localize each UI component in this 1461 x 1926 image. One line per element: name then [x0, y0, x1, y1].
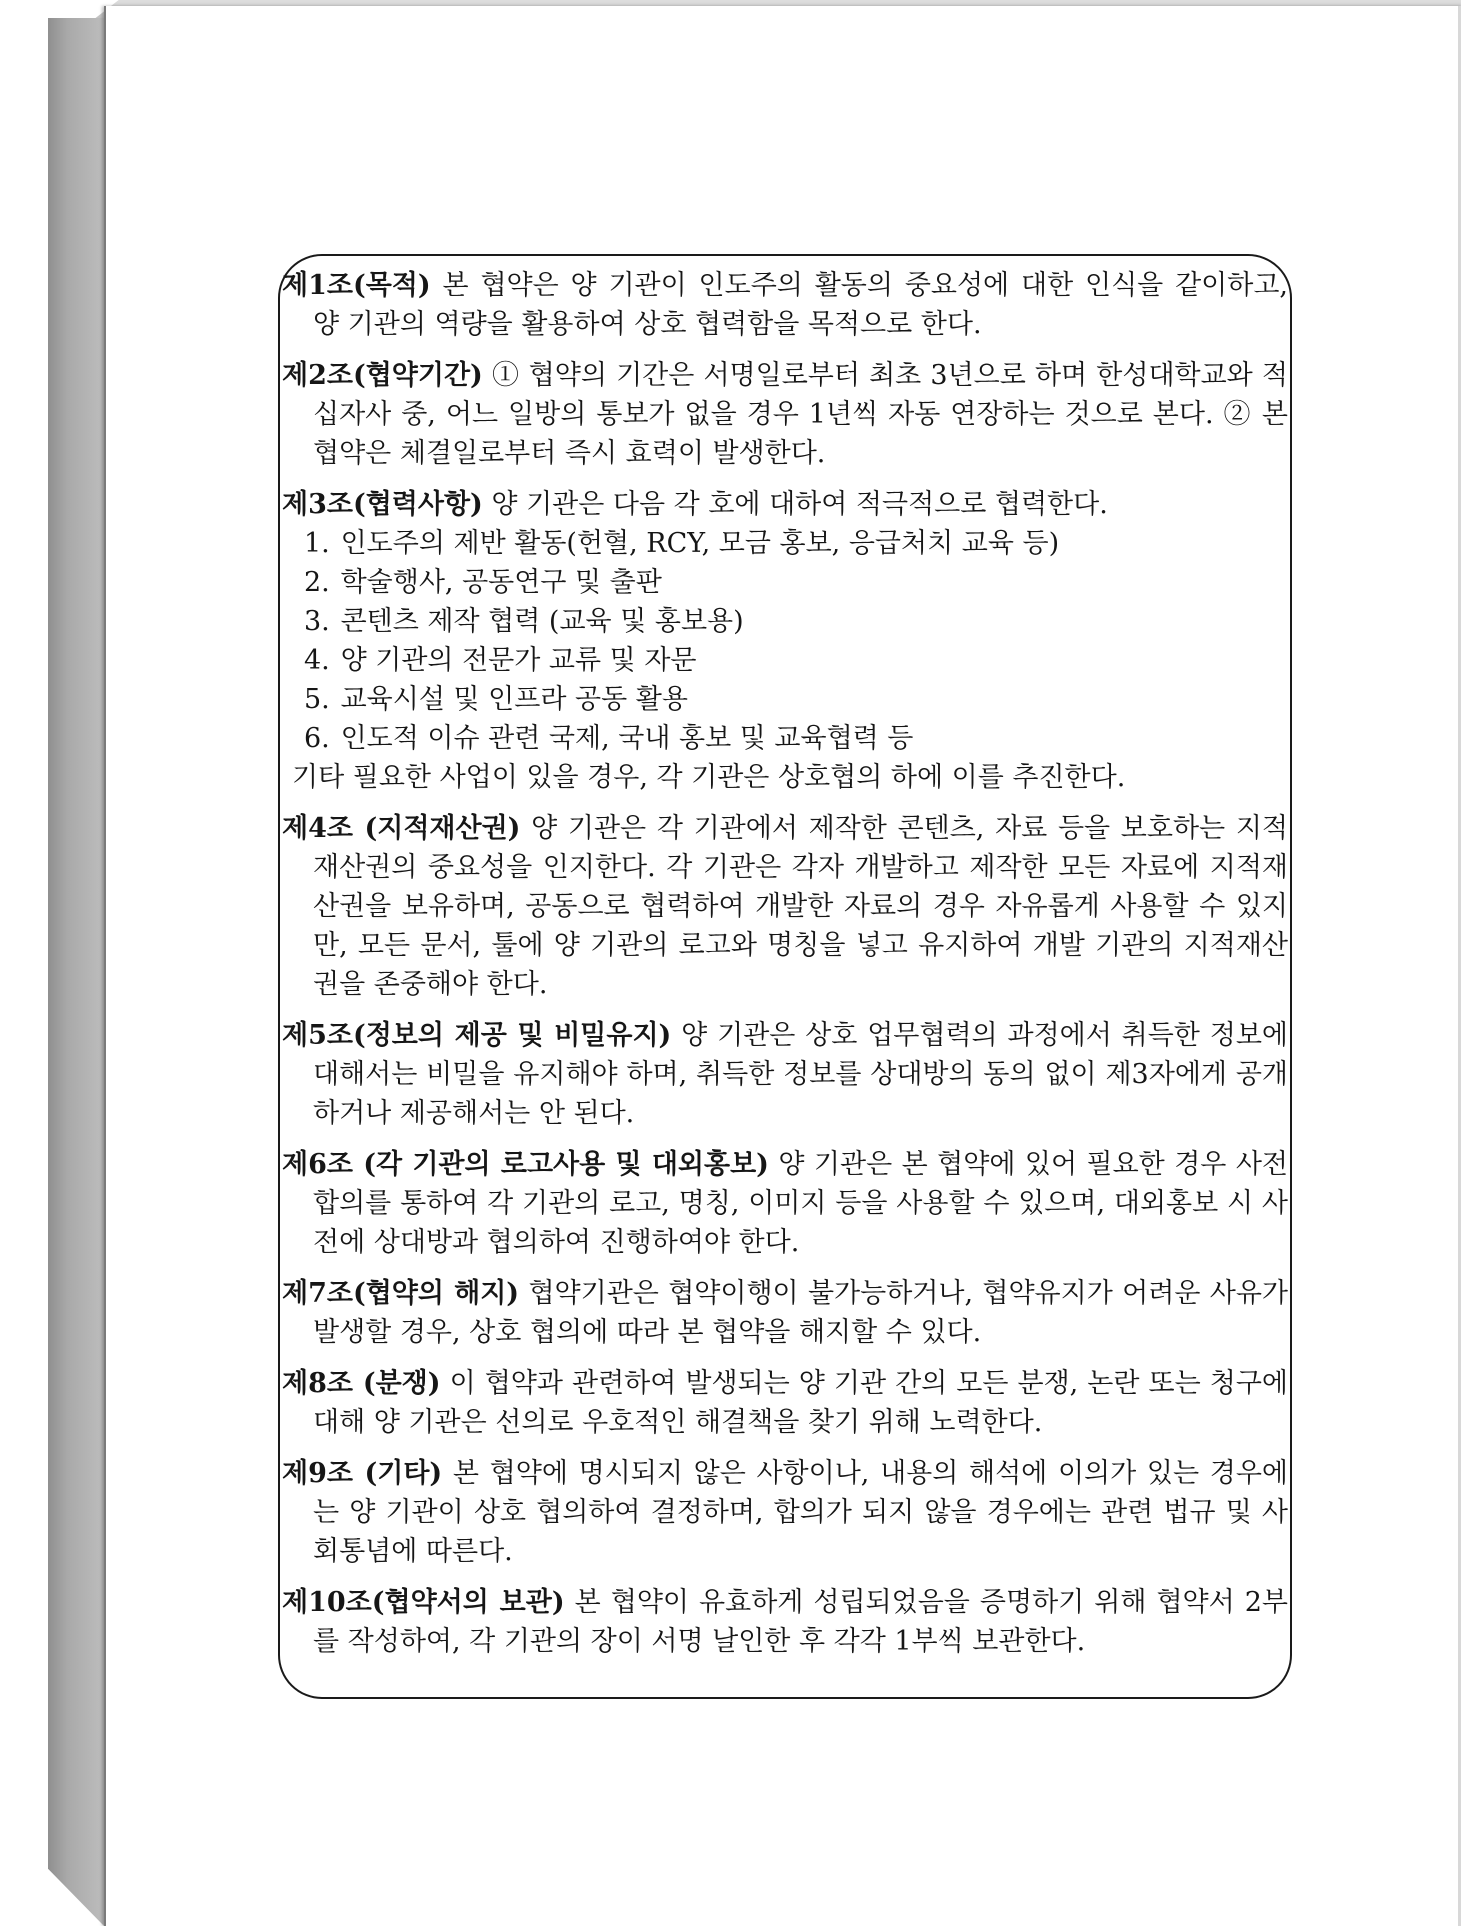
article-title: 제1조(목적) [282, 270, 431, 301]
item-number: 5. [304, 684, 330, 715]
list-item [282, 680, 1288, 719]
item-text: 학술행사, 공동연구 및 출판 [340, 567, 662, 598]
list-item [282, 719, 1288, 758]
article-body: 본 협약에 명시되지 않은 사항이나, 내용의 해석에 이의가 있는 경우에는 양 기관이 상호 협의하여 결정하며, 합의가 되지 않을 경우에는 관련 법규 및 사회통념에 따른다. [313, 1458, 1288, 1567]
item-text: 인도적 이슈 관련 국제, 국내 홍보 및 교육협력 등 [340, 723, 914, 754]
article-title: 제5조(정보의 제공 및 비밀유지) [282, 1020, 672, 1051]
cooperation-items [282, 524, 1288, 758]
article-title: 제10조(협약서의 보관) [282, 1587, 565, 1618]
article-title: 제8조 (분쟁) [282, 1368, 441, 1399]
article-1 [282, 266, 1288, 344]
article-title: 제6조 (각 기관의 로고사용 및 대외홍보) [282, 1149, 769, 1180]
article-9 [282, 1454, 1288, 1571]
item-text: 양 기관의 전문가 교류 및 자문 [340, 645, 697, 676]
article-title: 제7조(협약의 해지) [282, 1278, 520, 1309]
article-title: 제3조(협력사항) [282, 489, 483, 520]
item-number: 2. [304, 567, 330, 598]
article-body: 양 기관은 상호 업무협력의 과정에서 취득한 정보에 대해서는 비밀을 유지해야 하며, 취득한 정보를 상대방의 동의 없이 제3자에게 공개하거나 제공해서는 안 된다. [313, 1020, 1288, 1129]
article-body: 협약기관은 협약이행이 불가능하거나, 협약유지가 어려운 사유가 발생할 경우, 상호 협의에 따라 본 협약을 해지할 수 있다. [313, 1278, 1289, 1348]
article-3-note: 기타 필요한 사업이 있을 경우, 각 기관은 상호협의 하에 이를 추진한다. [292, 762, 1126, 793]
article-body: 본 협약은 양 기관이 인도주의 활동의 중요성에 대한 인식을 같이하고, 양 기관의 역량을 활용하여 상호 협력함을 목적으로 한다. [313, 270, 1288, 340]
article-3 [282, 485, 1288, 524]
article-body: 이 협약과 관련하여 발생되는 양 기관 간의 모든 분쟁, 논란 또는 청구에 대해 양 기관은 선의로 우호적인 해결책을 찾기 위해 노력한다. [313, 1368, 1288, 1438]
book-spine [48, 18, 104, 1926]
list-item [282, 524, 1288, 563]
list-item [282, 641, 1288, 680]
article-title: 제4조 (지적재산권) [282, 813, 521, 844]
article-10 [282, 1583, 1288, 1661]
article-body: ① 협약의 기간은 서명일로부터 최초 3년으로 하며 한성대학교와 적십자사 중, 어느 일방의 통보가 없을 경우 1년씩 자동 연장하는 것으로 본다. ② 본 협약은 체결일로부터 즉시 효력이 발생한다. [313, 360, 1288, 469]
article-title: 제9조 (기타) [282, 1458, 443, 1489]
article-2 [282, 356, 1288, 473]
item-number: 1. [304, 528, 330, 559]
article-title: 제2조(협약기간) [282, 360, 483, 391]
item-text: 교육시설 및 인프라 공동 활용 [340, 684, 688, 715]
list-item [282, 563, 1288, 602]
article-body: 본 협약이 유효하게 성립되었음을 증명하기 위해 협약서 2부를 작성하여, 각 기관의 장이 서명 날인한 후 각각 1부씩 보관한다. [313, 1587, 1288, 1657]
article-5 [282, 1016, 1288, 1133]
article-8 [282, 1364, 1288, 1442]
list-item [282, 602, 1288, 641]
article-body: 양 기관은 각 기관에서 제작한 콘텐츠, 자료 등을 보호하는 지적재산권의 중요성을 인지한다. 각 기관은 각자 개발하고 제작한 모든 자료에 지적재산권을 보유하며, 공동으로 협력하여 개발한 자료의 경우 자유롭게 사용할 수 있지만, 모든 문서, 툴에 양 기관의 로고와 명칭을 넣고 유지하여 개발 기관의 지적재산권을 존중해야 한다. [313, 813, 1288, 1000]
articles-list [282, 266, 1288, 1673]
article-7 [282, 1274, 1288, 1352]
article-4 [282, 809, 1288, 1004]
item-text: 인도주의 제반 활동(헌혈, RCY, 모금 홍보, 응급처치 교육 등) [340, 528, 1060, 559]
item-number: 4. [304, 645, 330, 676]
article-6 [282, 1145, 1288, 1262]
item-text: 콘텐츠 제작 협력 (교육 및 홍보용) [340, 606, 744, 637]
item-number: 6. [304, 723, 330, 754]
article-body: 양 기관은 다음 각 호에 대하여 적극적으로 협력한다. [482, 489, 1108, 520]
article-body: 양 기관은 본 협약에 있어 필요한 경우 사전 합의를 통하여 각 기관의 로고, 명칭, 이미지 등을 사용할 수 있으며, 대외홍보 시 사전에 상대방과 협의하여 진행하여야 한다. [313, 1149, 1288, 1258]
item-number: 3. [304, 606, 330, 637]
